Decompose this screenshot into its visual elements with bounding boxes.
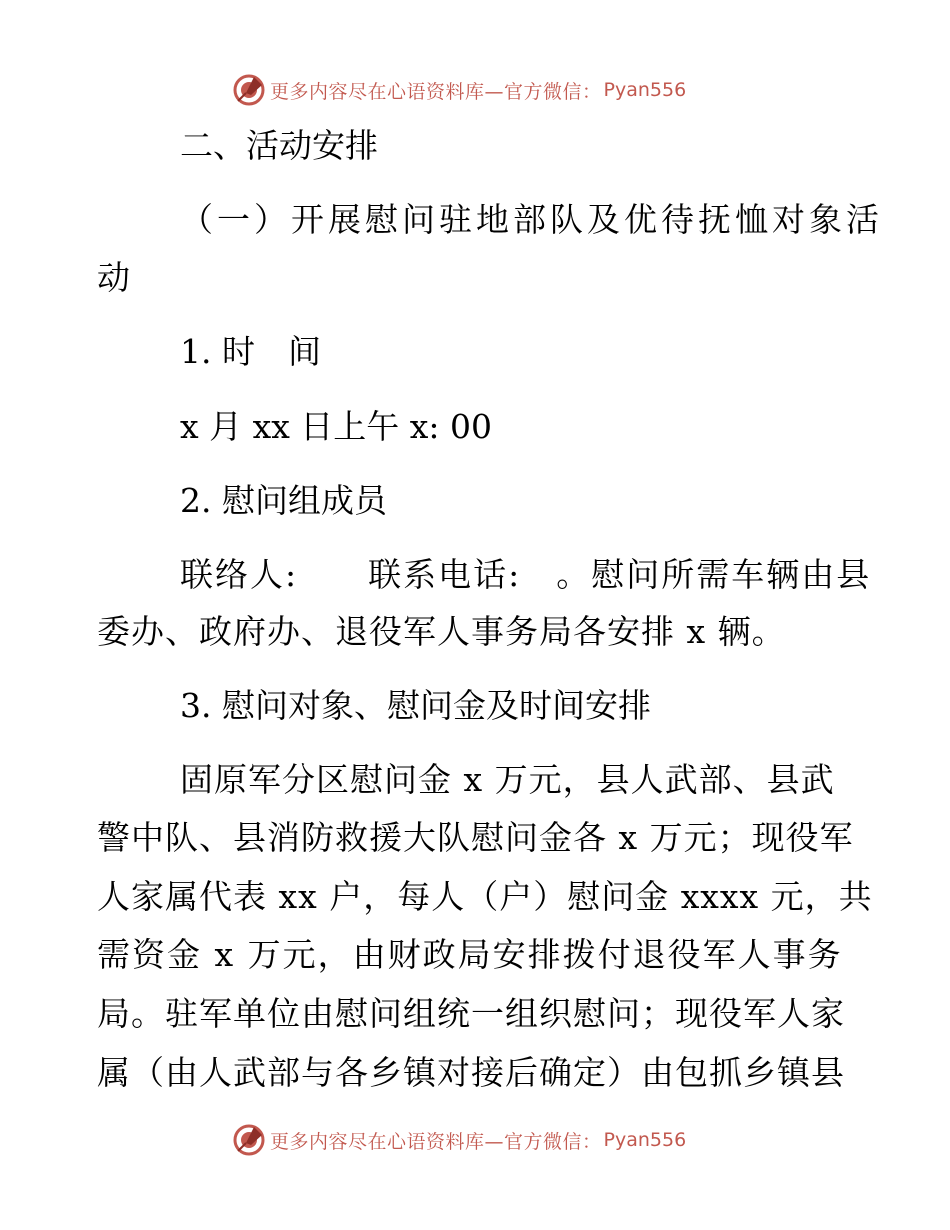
text-line: 需资金 x 万元，由财政局安排拨付退役军人事务: [97, 935, 843, 974]
section-heading: [180, 122, 378, 170]
schedule-paragraph-line: [97, 990, 845, 1038]
subsection-heading: [180, 196, 883, 244]
pen-logo-icon: [232, 73, 266, 107]
item-heading-schedule: [180, 682, 651, 730]
text-line: 固原军分区慰问金 x 万元，县人武部、县武: [180, 760, 835, 799]
subsection-heading-continued: [97, 254, 130, 302]
text-line: 人家属代表 xx 户，每人（户）慰问金 xxxx 元，共: [97, 877, 873, 916]
text-line: 1. 时 间: [180, 332, 321, 371]
item-heading-members: [180, 477, 387, 525]
watermark-bottom: [232, 1120, 686, 1160]
text-line: 3. 慰问对象、慰问金及时间安排: [180, 686, 651, 725]
schedule-paragraph-line: [97, 1049, 845, 1097]
schedule-paragraph-line: [97, 931, 843, 979]
text-line: x 月 xx 日上午 x: 00: [180, 407, 493, 446]
time-value: [180, 403, 492, 451]
text-line: 2. 慰问组成员: [180, 481, 387, 520]
text-line: 警中队、县消防救援大队慰问金各 x 万元；现役军: [97, 818, 854, 857]
watermark-top: [232, 70, 686, 110]
contact-paragraph-continued: [97, 608, 786, 656]
item-heading-time: [180, 328, 321, 376]
contact-paragraph: [180, 551, 871, 599]
text-line: 局。驻军单位由慰问组统一组织慰问；现役军人家: [97, 994, 845, 1033]
text-line: 委办、政府办、退役军人事务局各安排 x 辆。: [97, 612, 786, 651]
text-line: 联络人: 联系电话: 。慰问所需车辆由县: [180, 555, 872, 594]
watermark-wechat-id: Pyan556: [603, 1129, 687, 1151]
pen-logo-icon: [232, 1123, 266, 1157]
watermark-text: 更多内容尽在心语资料库—官方微信：: [270, 1130, 602, 1153]
watermark-wechat-id: Pyan556: [603, 79, 687, 101]
schedule-paragraph-line: [97, 814, 854, 862]
text-line: 属（由人武部与各乡镇对接后确定）由包抓乡镇县: [97, 1053, 845, 1092]
text-line: 动: [97, 258, 130, 297]
schedule-paragraph: [180, 756, 835, 804]
schedule-paragraph-line: [97, 873, 873, 921]
text-line: 二、活动安排: [180, 126, 378, 165]
text-line: （一）开展慰问驻地部队及优待抚恤对象活: [180, 200, 883, 239]
watermark-text: 更多内容尽在心语资料库—官方微信：: [270, 80, 602, 103]
